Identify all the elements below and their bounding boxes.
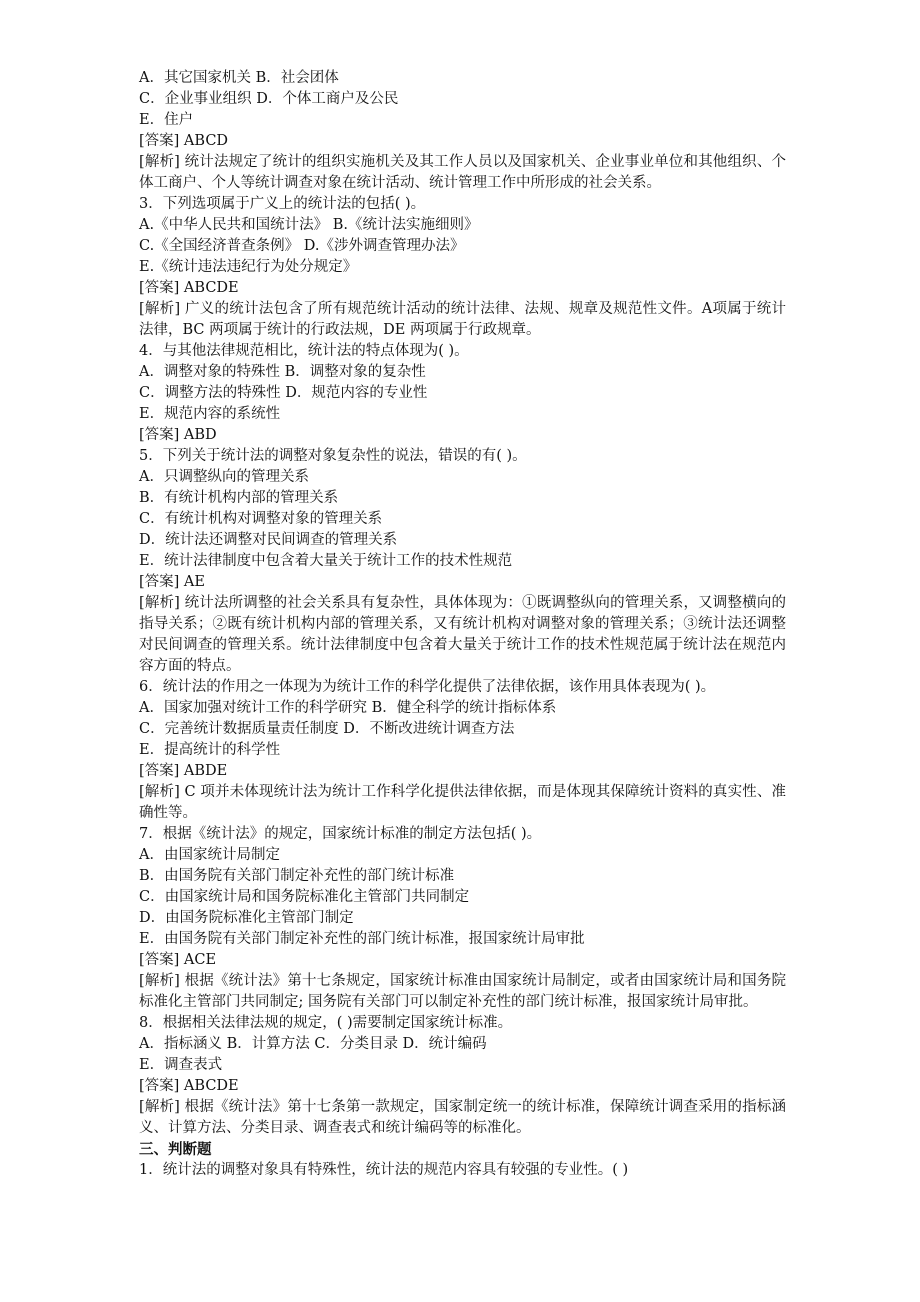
option-line: E．住户	[139, 112, 194, 128]
option-line: E.《统计违法违纪行为处分规定》	[139, 259, 358, 275]
option-line: C．完善统计数据质量责任制度 D．不断改进统计调查方法	[139, 721, 515, 737]
option-line: C．由国家统计局和国务院标准化主管部门共同制定	[139, 889, 470, 905]
option-line: A．其它国家机关 B．社会团体	[139, 70, 339, 86]
answer-line: [答案] AE	[139, 574, 205, 590]
option-line: D．统计法还调整对民间调查的管理关系	[139, 532, 398, 548]
question-line: 7．根据《统计法》的规定，国家统计标准的制定方法包括( )。	[139, 826, 542, 842]
explanation-paragraph: [解析] 统计法所调整的社会关系具有复杂性，具体体现为：①既调整纵向的管理关系，又调整横向的指导关系；②既有统计机构内部的管理关系，又有统计机构对调整对象的管理关系；③统计法还调整对民间调查的管理关系。统计法律制度中包含着大量关于统计工作的技术性规范属于统计法在规范内容方面的特点。	[139, 595, 786, 674]
question-line: 4．与其他法律规范相比，统计法的特点体现为( )。	[139, 343, 469, 359]
answer-line: [答案] ABDE	[139, 763, 228, 779]
option-line: E．提高统计的科学性	[139, 742, 281, 758]
option-line: B．有统计机构内部的管理关系	[139, 490, 339, 506]
option-line: A.《中华人民共和国统计法》 B.《统计法实施细则》	[139, 217, 479, 233]
question-line: 3．下列选项属于广义上的统计法的包括( )。	[139, 196, 426, 212]
answer-line: [答案] ABCDE	[139, 1078, 239, 1094]
option-line: D．由国务院标准化主管部门制定	[139, 910, 354, 926]
explanation-paragraph: [解析] 统计法规定了统计的组织实施机关及其工作人员以及国家机关、企业事业单位和其他组织、个体工商户、个人等统计调查对象在统计活动、统计管理工作中所形成的社会关系。	[139, 154, 786, 191]
question-line: 5．下列关于统计法的调整对象复杂性的说法，错误的有( )。	[139, 448, 527, 464]
option-line: A．指标涵义 B．计算方法 C．分类目录 D．统计编码	[139, 1036, 487, 1052]
option-line: C．有统计机构对调整对象的管理关系	[139, 511, 383, 527]
answer-line: [答案] ABCD	[139, 133, 229, 149]
explanation-paragraph: [解析] C 项并未体现统计法为统计工作科学化提供法律依据，而是体现其保障统计资料的真实性、准确性等。	[139, 784, 786, 821]
option-line: E．由国务院有关部门制定补充性的部门统计标准，报国家统计局审批	[139, 931, 585, 947]
answer-line: [答案] ABD	[139, 427, 217, 443]
option-line: C．调整方法的特殊性 D．规范内容的专业性	[139, 385, 428, 401]
option-line: A．调整对象的特殊性 B．调整对象的复杂性	[139, 364, 426, 380]
option-line: A．国家加强对统计工作的科学研究 B．健全科学的统计指标体系	[139, 700, 557, 716]
question-line: 1．统计法的调整对象具有特殊性，统计法的规范内容具有较强的专业性。( )	[139, 1162, 629, 1178]
question-line: 8．根据相关法律法规的规定，( )需要制定国家统计标准。	[139, 1015, 513, 1031]
option-line: C.《全国经济普查条例》 D.《涉外调查管理办法》	[139, 238, 465, 254]
explanation-paragraph: [解析] 根据《统计法》第十七条规定，国家统计标准由国家统计局制定，或者由国家统计局和国务院标准化主管部门共同制定; 国务院有关部门可以制定补充性的部门统计标准，报国家统计局审批。	[139, 973, 786, 1010]
answer-line: [答案] ABCDE	[139, 280, 239, 296]
explanation-paragraph: [解析] 根据《统计法》第十七条第一款规定，国家制定统一的统计标准，保障统计调查采用的指标涵义、计算方法、分类目录、调查表式和统计编码等的标准化。	[139, 1099, 786, 1136]
option-line: E．规范内容的系统性	[139, 406, 281, 422]
explanation-paragraph: [解析] 广义的统计法包含了所有规范统计活动的统计法律、法规、规章及规范性文件。A项属于统计法律，BC 两项属于统计的行政法规，DE 两项属于行政规章。	[139, 301, 787, 338]
option-line: A．只调整纵向的管理关系	[139, 469, 309, 485]
question-line: 6．统计法的作用之一体现为为统计工作的科学化提供了法律依据，该作用具体表现为( )。	[139, 679, 716, 695]
section-heading: 三、判断题	[139, 1141, 212, 1158]
option-line: E．调查表式	[139, 1057, 223, 1073]
option-line: B．由国务院有关部门制定补充性的部门统计标准	[139, 868, 455, 884]
option-line: C．企业事业组织 D．个体工商户及公民	[139, 91, 399, 107]
option-line: E．统计法律制度中包含着大量关于统计工作的技术性规范	[139, 553, 513, 569]
option-line: A．由国家统计局制定	[139, 847, 280, 863]
answer-line: [答案] ACE	[139, 952, 217, 968]
